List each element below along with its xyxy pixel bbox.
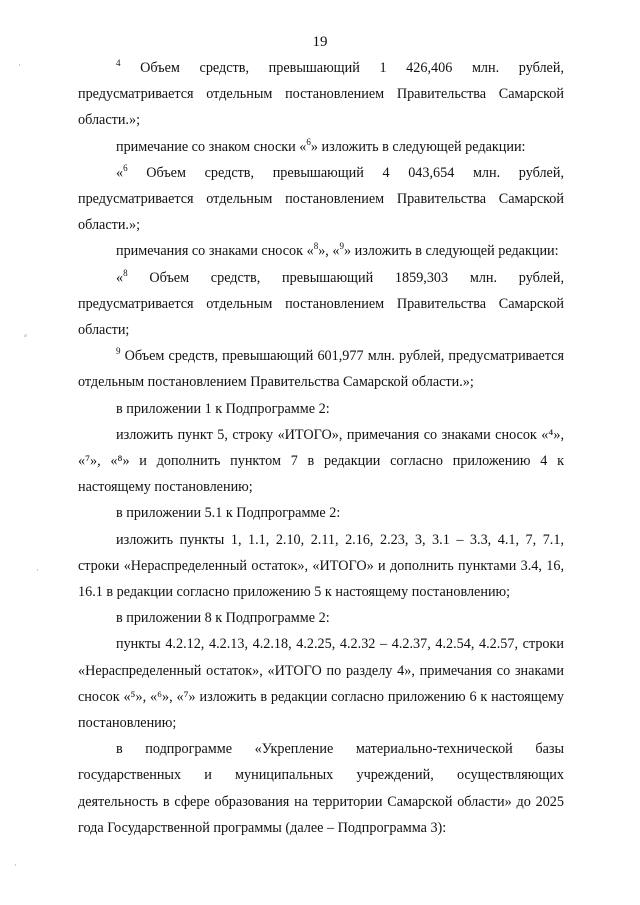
paragraph: в приложении 1 к Подпрограмме 2: xyxy=(116,400,330,417)
paragraph: пункты 4.2.12, 4.2.13, 4.2.18, 4.2.25, 4.2.32 – 4.2.37, 4.2.54, 4.2.57, строки «Нераспределенный остаток», «ИТОГО по разделу 4», примечания со знаками сносок «⁵», «⁶», «⁷» изложить в редакции согласно приложению 6 к настоящему постановлению; xyxy=(78,636,564,732)
footnote-marker: 8 xyxy=(123,267,128,278)
footnote-marker: 9 xyxy=(339,241,344,252)
paragraph: в приложении 5.1 к Подпрограмме 2: xyxy=(116,505,341,522)
paragraph: в подпрограмме «Укрепление материально-технической базы государственных и муниципальных учреждений, осуществляющих деятельность в сфере образования на территории Самарской области» до 2025 года Государственной программы (далее – Подпрограмма 3): xyxy=(78,741,564,836)
paragraph: в приложении 8 к Подпрограмме 2: xyxy=(116,610,330,627)
footnote-marker: 9 xyxy=(116,346,121,357)
footnote-marker: 6 xyxy=(123,162,128,173)
footnote-marker: 8 xyxy=(313,241,319,252)
footnote-6-paragraph: «$^6$ Объем средств, превышающий 4 043,654 млн. рублей, предусматривается отдельным постановлением Правительства Самарской области.»; xyxy=(78,162,564,234)
footnote-4-paragraph: $^4$ Объем средств, превышающий 1 426,406 млн. рублей, предусматривается отдельным постановлением Правительства Самарской области.»; xyxy=(78,58,564,129)
scan-speck: ⸗ xyxy=(24,330,27,340)
scan-speck: · xyxy=(14,860,17,870)
footnote-8-paragraph: «$^8$ Объем средств, превышающий 1859,303 млн. рублей, предусматривается отдельным постановлением Правительства Самарской области; xyxy=(78,267,564,339)
paragraph: примечания со знаками сносок «$^8$», «$^9$» изложить в следующей редакции: xyxy=(116,241,559,260)
paragraph: изложить пункт 5, строку «ИТОГО», примечания со знаками сносок «⁴», «⁷», «⁸» и дополнить пунктом 7 в редакции согласно приложению 4 к настоящему постановлению; xyxy=(78,426,564,496)
footnote-9-paragraph: $^9$ Объем средств, превышающий 601,977 млн. рублей, предусматривается отдельным постановлением Правительства Самарской области.»; xyxy=(78,346,564,391)
document-body xyxy=(78,55,564,841)
scan-speck: · xyxy=(36,565,39,575)
footnote-marker: 6 xyxy=(306,136,311,147)
footnote-marker: 4 xyxy=(116,58,121,68)
page-number: 19 xyxy=(312,34,328,50)
scan-speck: · xyxy=(18,60,21,70)
paragraph: изложить пункты 1, 1.1, 2.10, 2.11, 2.16, 2.23, 3, 3.1 – 3.3, 4.1, 7, 7.1, строки «Нераспределенный остаток», «ИТОГО» и дополнить пунктами 3.4, 16, 16.1 в редакции согласно приложению 5 к настоящему постановлению; xyxy=(78,531,564,601)
paragraph: примечание со знаком сноски «$^6$» изложить в следующей редакции: xyxy=(116,136,526,155)
